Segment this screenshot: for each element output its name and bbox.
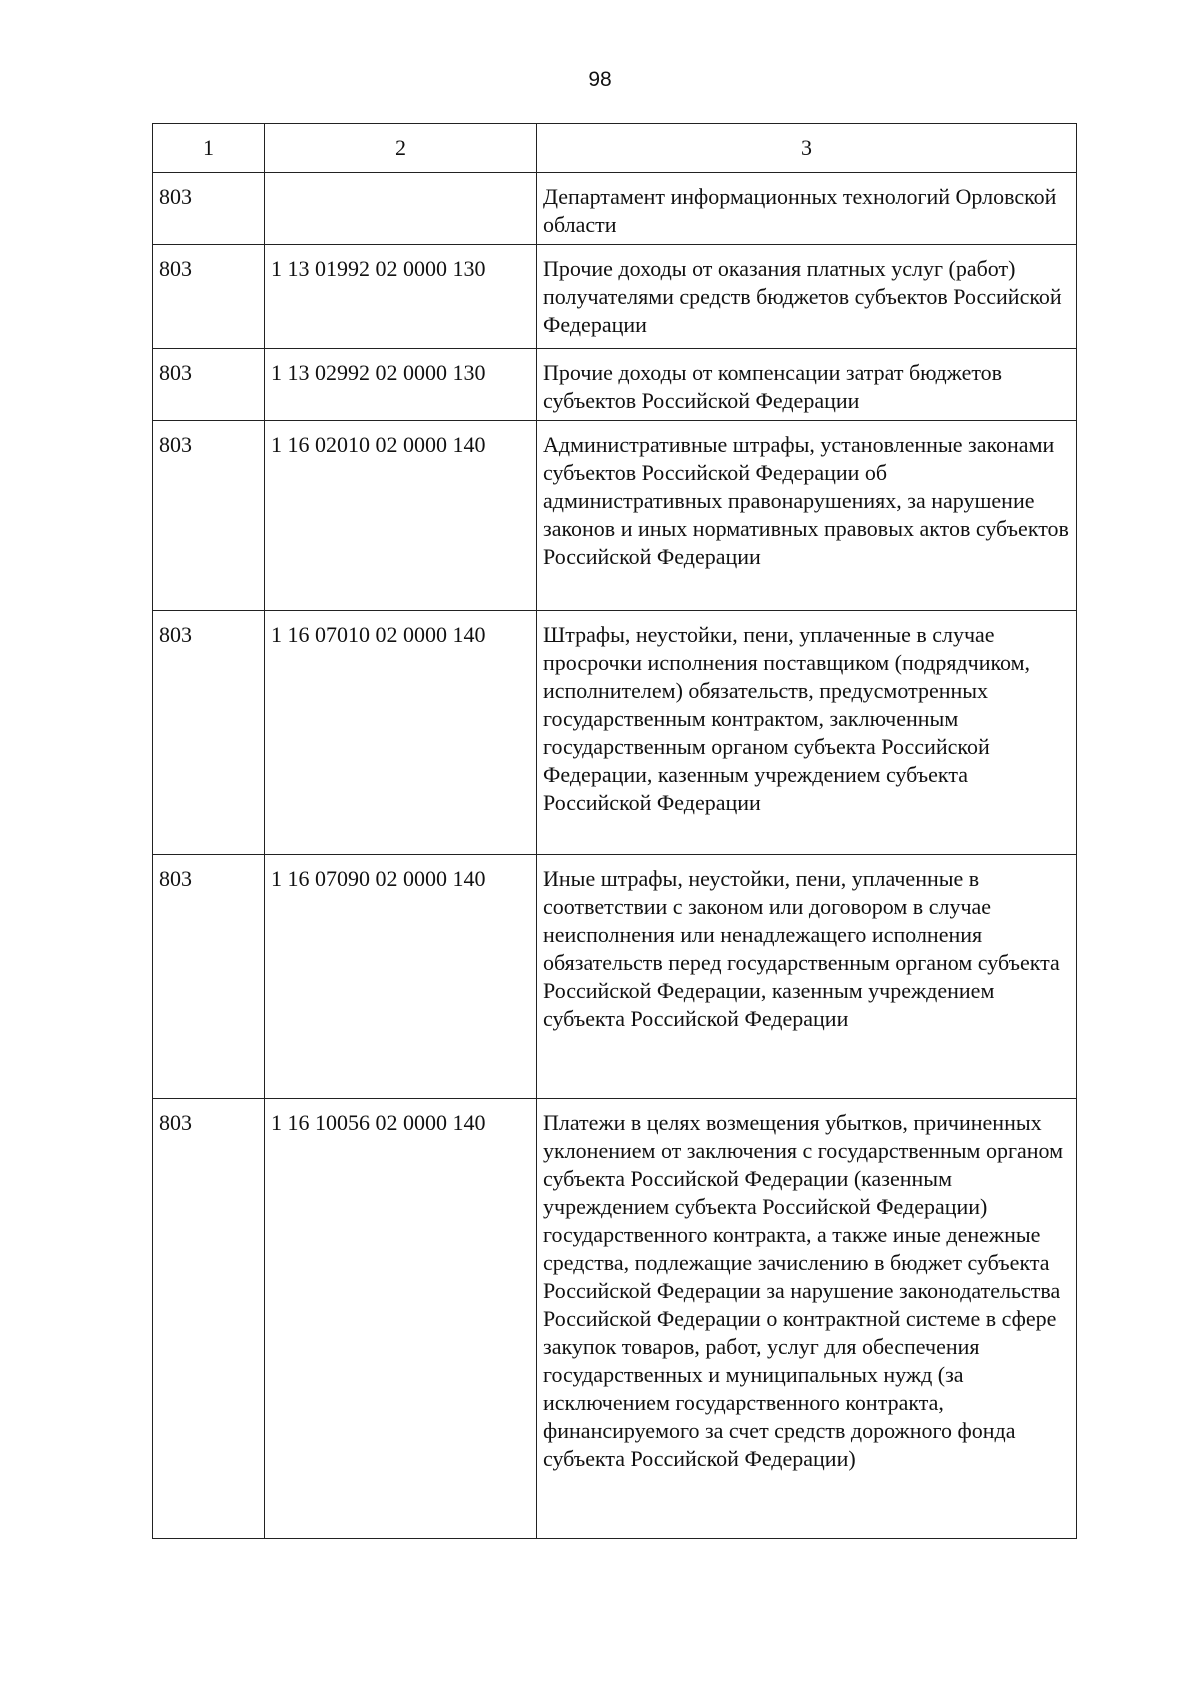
revenue-description-cell: Прочие доходы от оказания платных услуг (работ) получателями средств бюджетов субъектов Российской Федерации — [537, 245, 1077, 349]
revenue-description-cell: Иные штрафы, неустойки, пени, уплаченные в соответствии с законом или договором в случае неисполнения или ненадлежащего исполнения обязательств перед государственным органом субъекта Российской Федерации, казенным учреждением субъекта Российской Федерации — [537, 855, 1077, 1099]
admin-code-cell: 803 — [153, 1099, 265, 1539]
column-header-2: 2 — [265, 124, 537, 173]
revenue-description-cell: Административные штрафы, установленные законами субъектов Российской Федерации об административных правонарушениях, за нарушение законов и иных нормативных правовых актов субъектов Российской Федерации — [537, 421, 1077, 611]
revenue-code-cell: 1 16 02010 02 0000 140 — [265, 421, 537, 611]
revenue-code-cell — [265, 173, 537, 245]
revenue-code-cell: 1 13 01992 02 0000 130 — [265, 245, 537, 349]
admin-code-cell: 803 — [153, 855, 265, 1099]
table-row — [153, 245, 1077, 349]
revenue-codes-table — [152, 123, 1077, 1539]
column-header-3: 3 — [537, 124, 1077, 173]
table-row — [153, 349, 1077, 421]
revenue-description-cell: Департамент информационных технологий Орловской области — [537, 173, 1077, 245]
revenue-code-cell: 1 13 02992 02 0000 130 — [265, 349, 537, 421]
table-row — [153, 173, 1077, 245]
revenue-code-cell: 1 16 07090 02 0000 140 — [265, 855, 537, 1099]
revenue-description-cell: Штрафы, неустойки, пени, уплаченные в случае просрочки исполнения поставщиком (подрядчиком, исполнителем) обязательств, предусмотренных государственным контрактом, заключенным государственным органом субъекта Российской Федерации, казенным учреждением субъекта Российской Федерации — [537, 611, 1077, 855]
revenue-description-cell: Платежи в целях возмещения убытков, причиненных уклонением от заключения с государственным органом субъекта Российской Федерации (казенным учреждением субъекта Российской Федерации) государственного контракта, а также иные денежные средства, подлежащие зачислению в бюджет субъекта Российской Федерации за нарушение законодательства Российской Федерации о контрактной системе в сфере закупок товаров, работ, услуг для обеспечения государственных и муниципальных нужд (за исключением государственного контракта, финансируемого за счет средств дорожного фонда субъекта Российской Федерации) — [537, 1099, 1077, 1539]
column-header-1: 1 — [153, 124, 265, 173]
admin-code-cell: 803 — [153, 421, 265, 611]
admin-code-cell: 803 — [153, 173, 265, 245]
revenue-description-cell: Прочие доходы от компенсации затрат бюджетов субъектов Российской Федерации — [537, 349, 1077, 421]
table-header-row — [153, 124, 1077, 173]
table-row — [153, 611, 1077, 855]
table-row — [153, 1099, 1077, 1539]
table-row — [153, 421, 1077, 611]
admin-code-cell: 803 — [153, 349, 265, 421]
admin-code-cell: 803 — [153, 245, 265, 349]
revenue-code-cell: 1 16 07010 02 0000 140 — [265, 611, 537, 855]
table-row — [153, 855, 1077, 1099]
revenue-code-cell: 1 16 10056 02 0000 140 — [265, 1099, 537, 1539]
admin-code-cell: 803 — [153, 611, 265, 855]
page-number: 98 — [588, 68, 612, 91]
